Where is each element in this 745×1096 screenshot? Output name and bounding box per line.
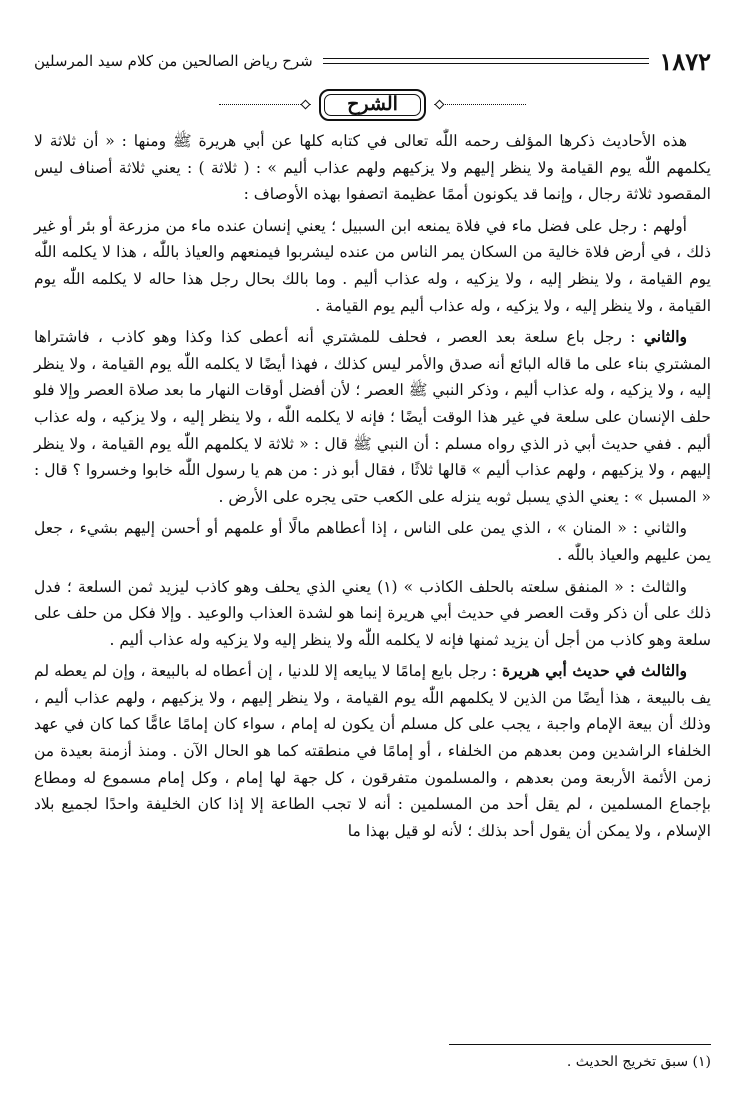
footnote-separator (449, 1044, 711, 1045)
ornament-line-left (219, 104, 311, 107)
page-number: ١٨٧٢ (659, 46, 711, 76)
paragraph-bold-lead: والثاني (643, 327, 687, 347)
paragraph-1 (34, 128, 711, 208)
header-double-rule (323, 58, 650, 64)
paragraph-bold-lead: والثالث في حديث أبي هريرة (502, 661, 687, 681)
paragraph-text: أولهم : رجل على فضل ماء في فلاة يمنعه ابن السبيل ؛ يعني إنسان عنده ماء من مزرعة أو بئر أو غير ذلك ، في أرض فلاة خالية من السكان يمر الناس من عنده ليشربوا فيمنعهم والعياذ باللّٰه ، هذا لا يكلمه اللّٰه يوم القيامة ، ولا ينظر إليه ، ولا يزكيه ، وله عذاب أليم . وما بالك بحال رجل هذا حاله لا يكلمه اللّٰه يوم القيامة ، ولا ينظر إليه ، ولا يزكيه ، وله عذاب أليم يوم القيامة . (34, 216, 711, 315)
section-heading: الشرح (319, 89, 426, 121)
book-title: شرح رياض الصالحين من كلام سيد المرسلين (34, 52, 313, 70)
page-header (34, 46, 711, 76)
section-heading-block (34, 88, 711, 122)
paragraph-text: : رجل باع سلعة بعد العصر ، فحلف للمشتري أنه أعطى كذا وكذا وهو كاذب ، فاشتراها المشتري بناء على ما قاله البائع أنه صدق والأمر ليس كذلك ، فهذا أيضًا لا يكلمه اللّٰه يوم القيامة ، ولا ينظر إليه ، ولا يزكيه ، وله عذاب أليم ، وذكر النبي ﷺ العصر ؛ لأن أفضل أوقات النهار ما بعد صلاة العصر وإلا فلو حلف الإنسان على سلعة في غير هذا الوقت أيضًا ؛ فإنه لا يكلمه اللّٰه ، ولا ينظر إليه ، ولا يزكيه ، وله عذاب أليم . ففي حديث أبي ذر الذي رواه مسلم : أن النبي ﷺ قال : « ثلاثة لا يكلمهم اللّٰه يوم القيامة ، ولا ينظر إليهم ، ولا يزكيهم ، ولهم عذاب أليم » قالها ثلاثًا ، فقال أبو ذر : من هم يا رسول اللّٰه خابوا وخسروا ؟ قال : « المسبل » : يعني الذي يسبل ثوبه ينزله على الكعب حتى يجره على الأرض . (34, 328, 711, 506)
paragraph-4 (34, 515, 711, 568)
commentary-body (34, 128, 711, 849)
ornament-line-right (434, 104, 526, 107)
footnote: (١) سبق تخريج الحديث . (566, 1054, 711, 1070)
paragraph-2 (34, 213, 711, 319)
paragraph-text: والثالث : « المنفق سلعته بالحلف الكاذب » (١) يعني الذي يحلف وهو كاذب ليزيد ثمن السلعة ؛ فدل ذلك على أن ذكر وقت العصر في حديث أبي هريرة إنما هو لشدة العذاب والوعيد . وإلا فكل من حلف على سلعة وهو كاذب من أجل أن يزيد ثمنها فإنه لا يكلمه اللّٰه ولا ينظر إليه ولا يزكيه وله عذاب أليم . (34, 577, 711, 649)
paragraph-text: هذه الأحاديث ذكرها المؤلف رحمه اللّٰه تعالى في كتابه كلها عن أبي هريرة ﷺ ومنها : « أن ثلاثة لا يكلمهم اللّٰه يوم القيامة ولا ينظر إليهم ولا يزكيهم ولهم عذاب أليم » : ( ثلاثة ) : يعني ثلاثة أصناف ليس المقصود ثلاثة رجال ، وإنما قد يكونون أممًا عظيمة اتصفوا بهذه الأوصاف : (34, 132, 711, 204)
paragraph-text: والثاني : « المنان » ، الذي يمن على الناس ، إذا أعطاهم مالًا أو علمهم أو أحسن إليهم بشيء ، جعل يمن عليهم والعياذ باللّٰه . (34, 519, 711, 564)
paragraph-6 (34, 658, 711, 844)
paragraph-5 (34, 574, 711, 654)
paragraph-3 (34, 324, 711, 510)
paragraph-text: : رجل بايع إمامًا لا يبايعه إلا للدنيا ، إن أعطاه له بالبيعة ، وإن لم يعطه لم يف بالبيعة ، هذا أيضًا من الذين لا يكلمهم اللّٰه يوم القيامة ، ولا ينظر إليهم ، ولا يزكيهم ، ولهم عذاب أليم ، وذلك أن بيعة الإمام واجبة ، يجب على كل مسلم أن يكون له إمام ، سواء كان إمامًا عامًّا كما كان في عهد الخلفاء الراشدين ومن بعدهم من الخلفاء ، أو إمامًا في منطقته كما هو الحال الآن . ومنذ أزمنة بعيدة من زمن الأئمة الأربعة ومن بعدهم ، والمسلمون متفرقون ، كل جهة لها إمام ، وكل إمام مسموع له ومطاع بإجماع المسلمين ، لم يقل أحد من المسلمين : أنه لا تجب الطاعة إلا إذا كان الخليفة واحدًا لجميع بلاد الإسلام ، ولا يمكن أن يقول أحد بذلك ؛ لأنه لو قيل بهذا ما (34, 662, 711, 840)
